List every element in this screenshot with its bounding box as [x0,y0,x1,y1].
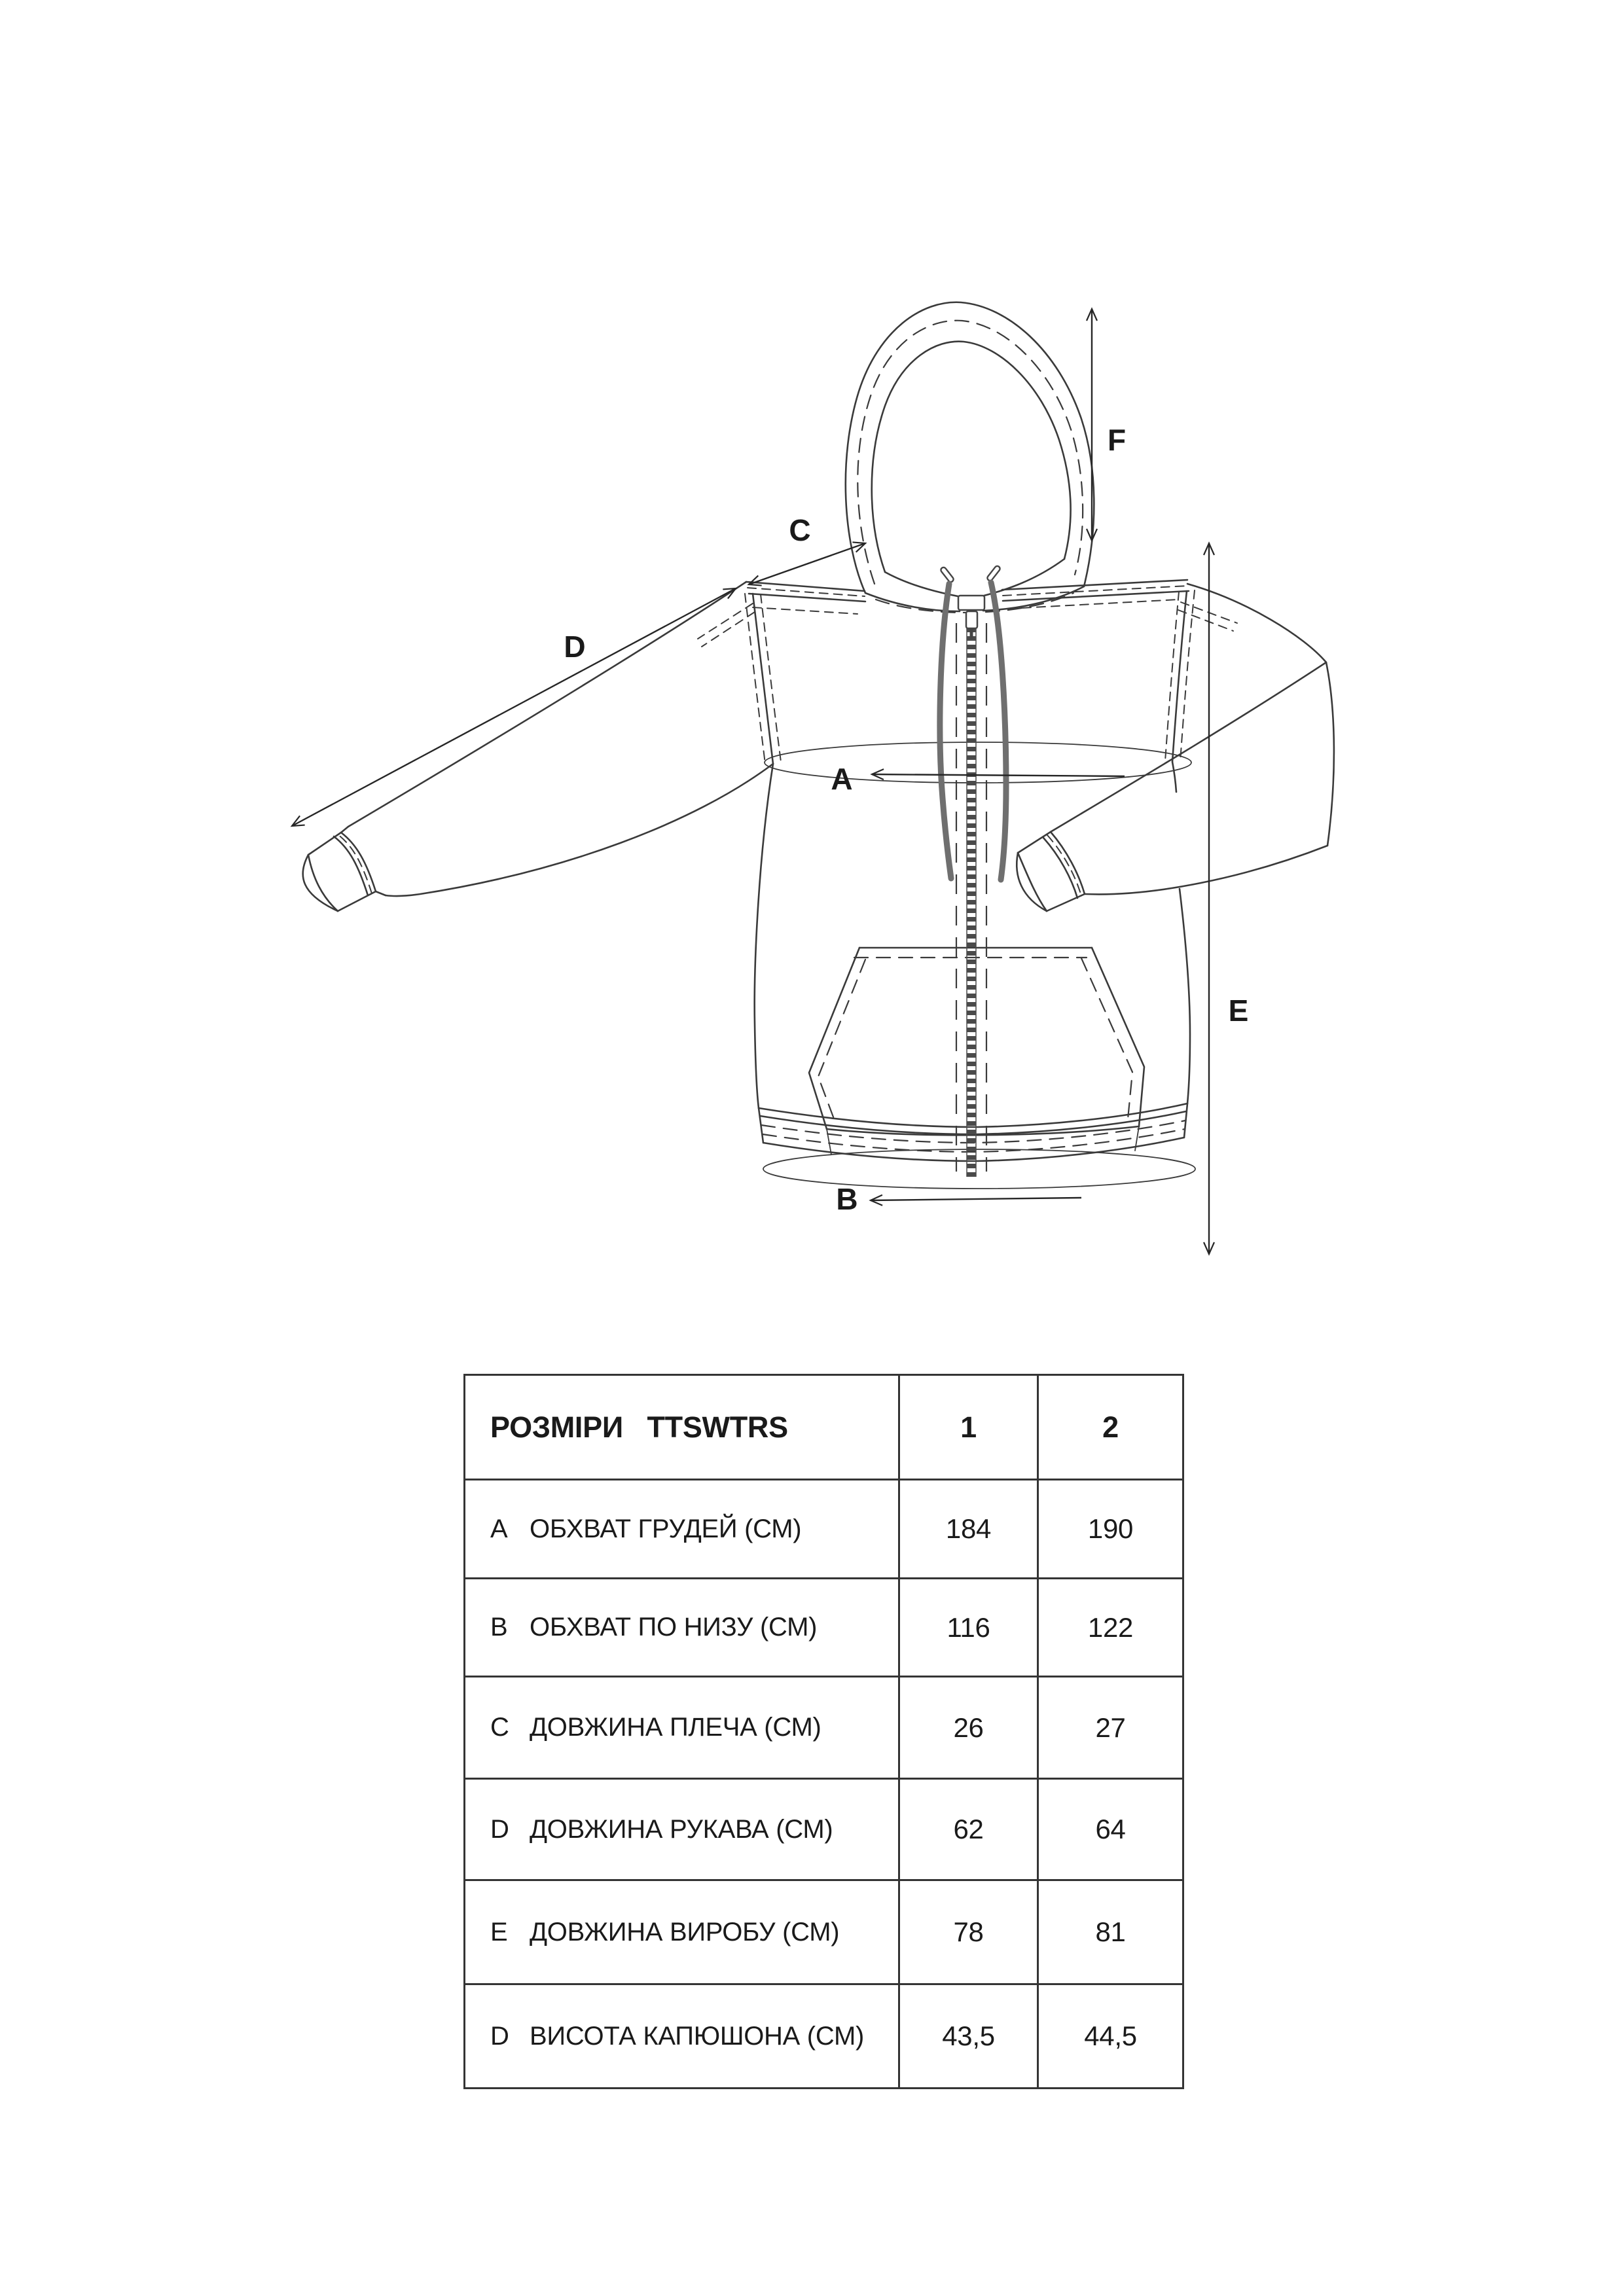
measure-label-sleeve: D [564,630,586,664]
measure-label-length: E [1228,994,1249,1028]
table-row-label [465,1480,900,1579]
row-letter: B [490,1613,508,1641]
row-value-size2: 122 [1039,1579,1182,1677]
hood-outline [846,302,1094,613]
zipper-slider [966,611,977,628]
measure-arrow-shoulder [749,543,865,584]
table-row-label [465,1881,900,1985]
table-row-label [465,1677,900,1780]
row-value-size2: 190 [1039,1480,1182,1579]
row-value-size2: 81 [1039,1881,1182,1985]
row-value-size2: 27 [1039,1677,1182,1780]
row-value-size1: 62 [900,1780,1039,1881]
row-measure-name: ВИСОТА КАПЮШОНА (СМ) [530,2021,864,2051]
measure-label-hem: B [836,1182,858,1216]
measure-arrow-hem [871,1198,1081,1200]
row-letter: D [490,1814,509,1844]
row-measure-name: ДОВЖИНА ВИРОБУ (СМ) [530,1917,840,1946]
measure-arrow-chest [872,774,1125,776]
size-table [463,1374,1184,2089]
table-row-label [465,1579,900,1677]
left-drawstring [940,584,951,878]
chest-girth-ellipse [765,742,1191,783]
measure-arrow-sleeve [292,588,736,826]
zipper-garage [958,596,984,610]
row-letter: C [490,1713,509,1742]
right-sleeve [1017,584,1334,911]
row-measure-name: ДОВЖИНА ПЛЕЧА (СМ) [530,1713,821,1742]
size-col-1-header: 1 [900,1376,1039,1480]
size-col-2-header: 2 [1039,1376,1182,1480]
row-value-size1: 26 [900,1677,1039,1780]
table-row-label [465,1985,900,2087]
row-measure-name: ДОВЖИНА РУКАВА (СМ) [530,1814,833,1844]
row-letter: D [490,2021,509,2051]
measure-letters [564,423,1248,1216]
row-measure-name: ОБХВАТ ГРУДЕЙ (СМ) [530,1514,802,1543]
size-table-title: РОЗМІРИ TTSWTRS [465,1376,900,1480]
row-letter: E [490,1917,508,1946]
measure-label-hood: F [1107,423,1127,457]
measure-arrows [292,309,1209,1254]
table-row-label [465,1780,900,1881]
row-measure-name: ОБХВАТ ПО НИЗУ (СМ) [530,1613,818,1641]
row-letter: A [490,1514,508,1543]
kangaroo-pocket [809,948,1144,1155]
right-eyelet [986,565,1001,581]
measure-label-shoulder: C [789,513,811,547]
measure-label-chest: A [831,762,853,796]
hem-girth-ellipse [763,1149,1195,1189]
row-value-size2: 64 [1039,1780,1182,1881]
row-value-size1: 184 [900,1480,1039,1579]
zipper [956,596,986,1177]
row-value-size1: 43,5 [900,1985,1039,2087]
left-sleeve [303,582,773,911]
row-value-size1: 116 [900,1579,1039,1677]
row-value-size1: 78 [900,1881,1039,1985]
left-eyelet [940,566,954,583]
right-drawstring [991,583,1006,880]
row-value-size2: 44,5 [1084,2020,1137,2051]
